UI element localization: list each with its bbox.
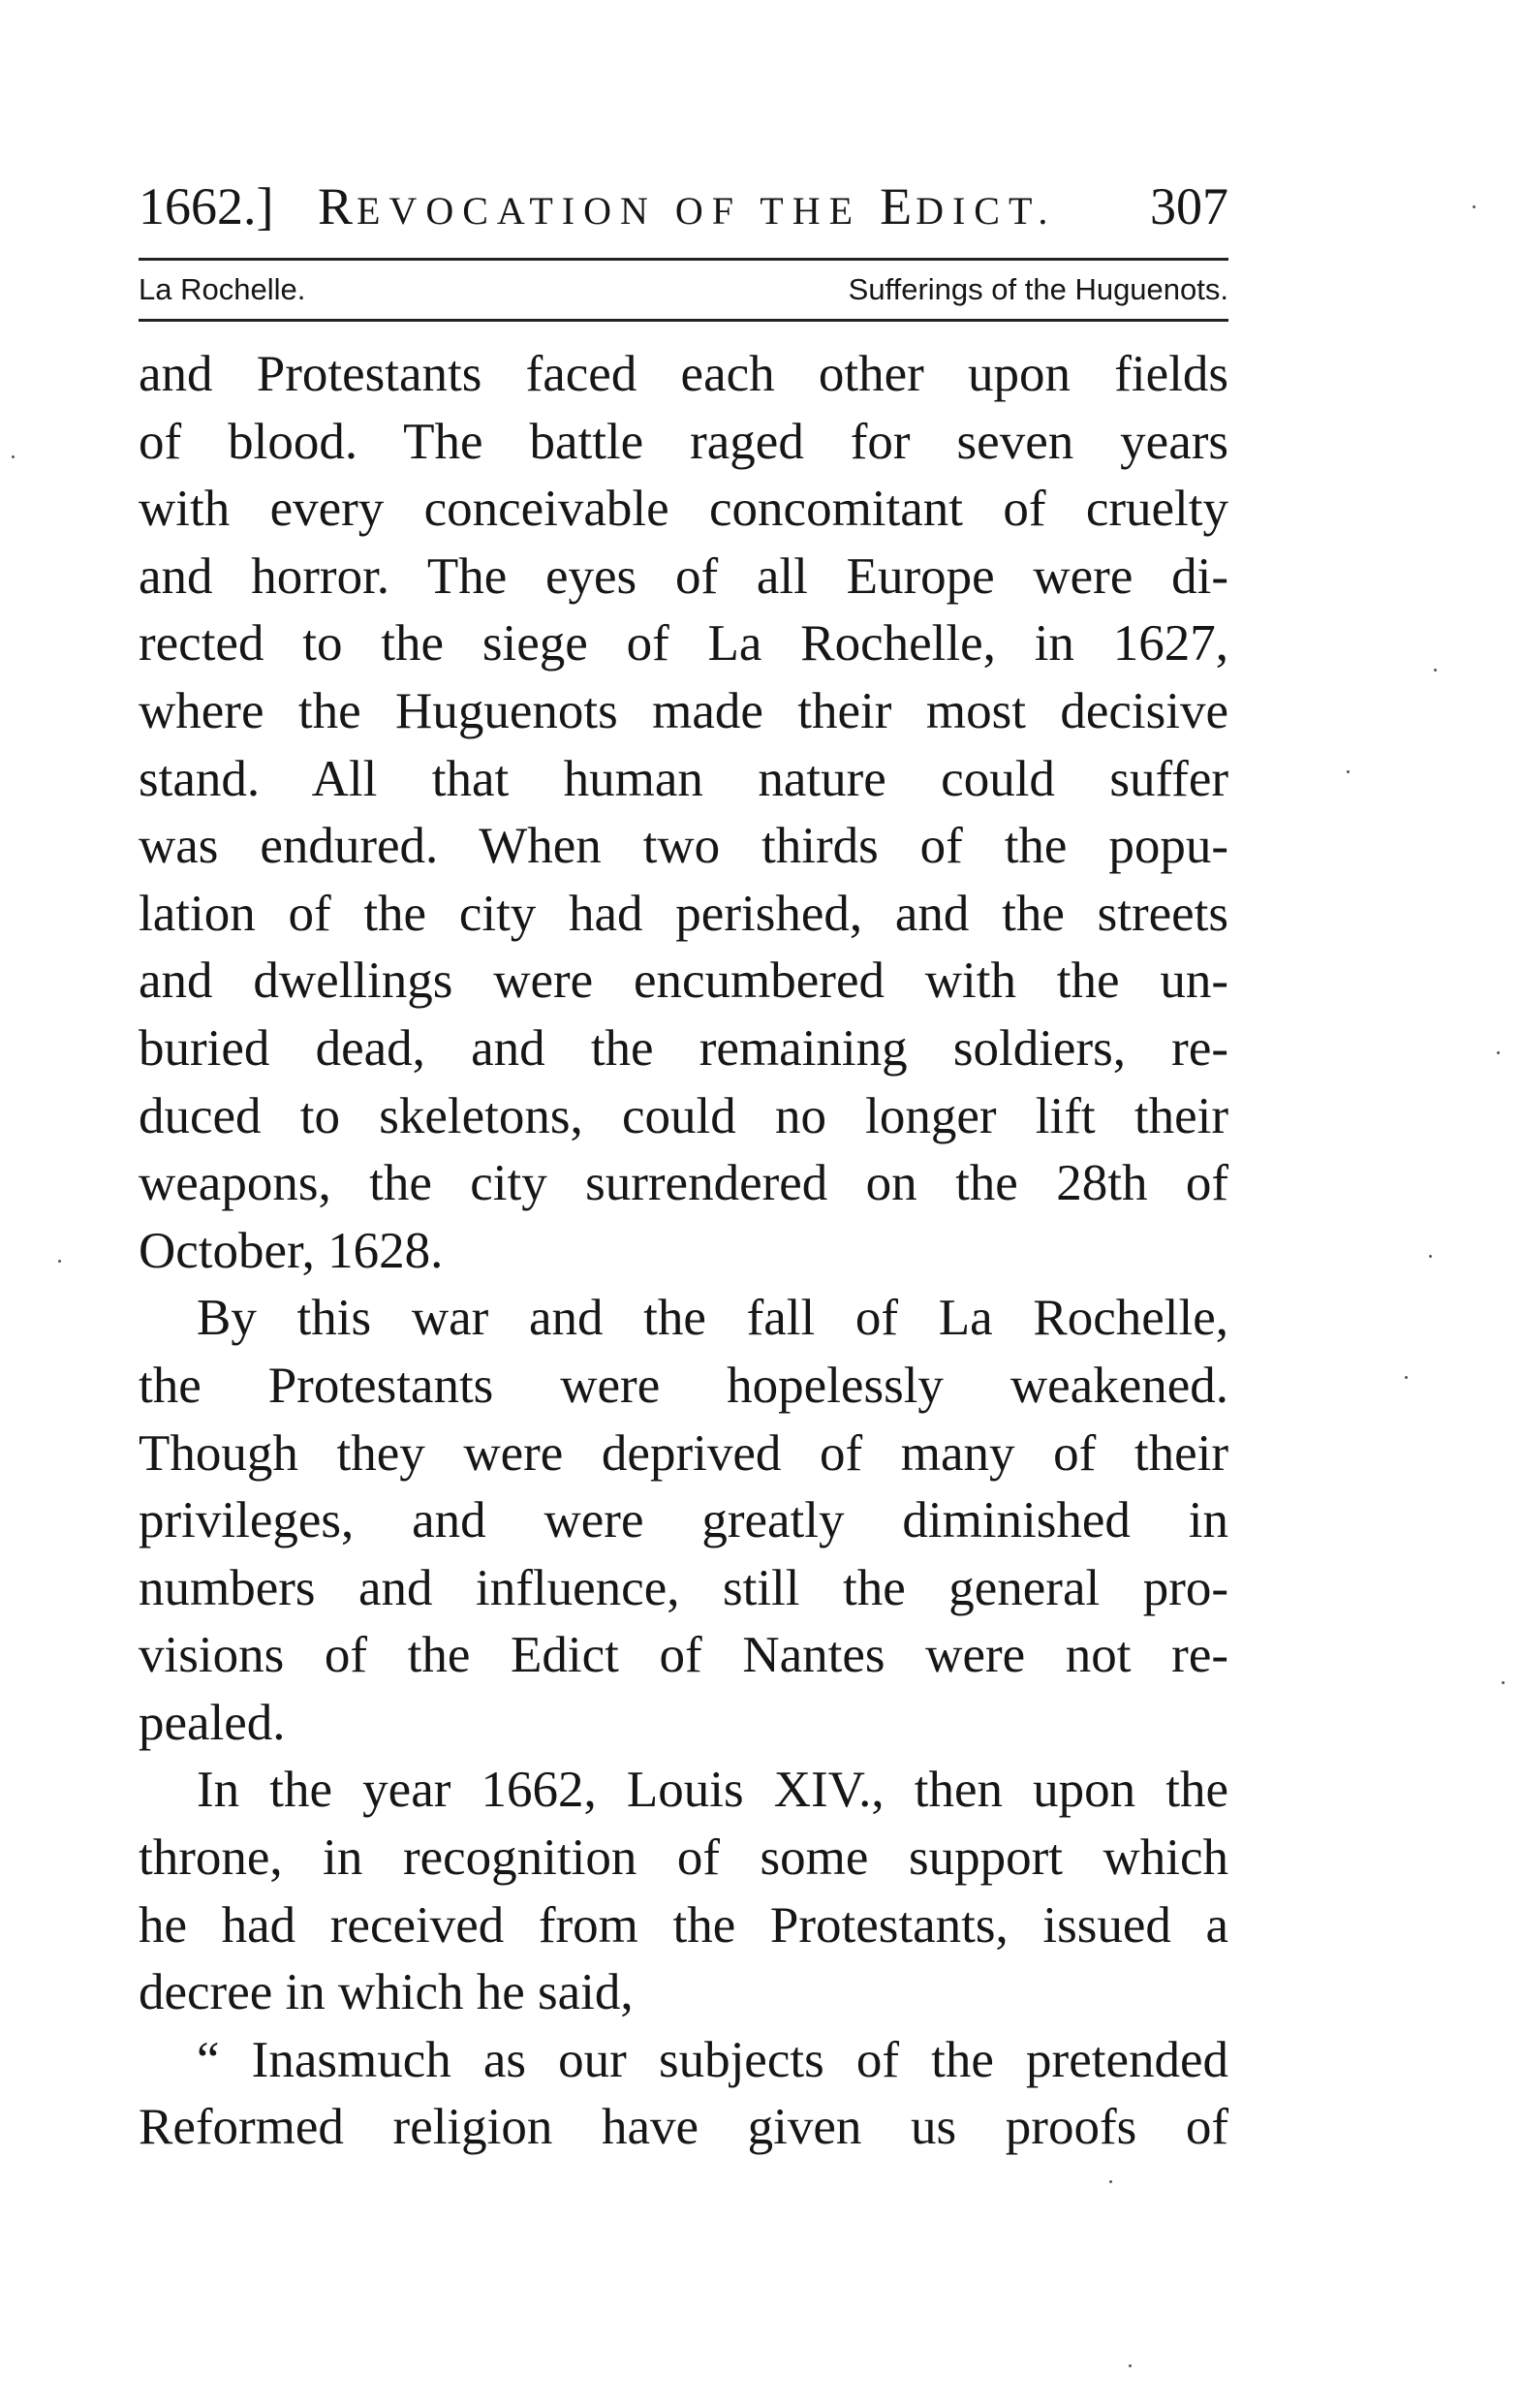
- scan-speck: [1497, 1051, 1500, 1054]
- paragraph-4: [139, 2027, 1228, 2162]
- scan-speck: [1405, 1376, 1408, 1379]
- text-line: lation of the city had perished, and the streets: [139, 885, 1228, 942]
- text-line: and Protestants faced each other upon fields: [139, 346, 1228, 402]
- header-rule-bottom: [139, 319, 1228, 322]
- scan-speck: [1434, 669, 1437, 672]
- subheader-right: Sufferings of the Huguenots.: [848, 272, 1228, 306]
- text-line: pealed.: [139, 1694, 286, 1751]
- header-title-rest2: DICT.: [916, 189, 1057, 233]
- header-year: 1662.]: [139, 177, 274, 235]
- text-line: decree in which he said,: [139, 1964, 634, 2021]
- scan-speck: [12, 455, 15, 458]
- text-line: “ Inasmuch as our subjects of the pretended: [197, 2031, 1228, 2088]
- header-title-rest1: EVOCATION OF THE: [357, 189, 881, 233]
- paragraph-3: [139, 1757, 1228, 2026]
- text-line: In the year 1662, Louis XIV., then upon the: [197, 1762, 1228, 1819]
- header-title-cap1: R: [318, 177, 357, 235]
- text-line: the Protestants were hopelessly weakened.: [139, 1357, 1228, 1414]
- text-line: stand. All that human nature could suffer: [139, 750, 1228, 807]
- text-line: he had received from the Protestants, issued a: [139, 1896, 1228, 1954]
- scan-speck: [1473, 205, 1475, 208]
- text-line: October, 1628.: [139, 1222, 444, 1279]
- scan-speck: [1109, 2180, 1112, 2183]
- text-line: and horror. The eyes of all Europe were di-: [139, 547, 1228, 605]
- text-line: Reformed religion have given us proofs of: [139, 2099, 1228, 2156]
- subheader-left: La Rochelle.: [139, 272, 306, 306]
- scan-speck: [1347, 770, 1350, 773]
- running-head: [139, 172, 1228, 240]
- text-line: with every conceivable concomitant of cruelty: [139, 481, 1228, 538]
- text-line: Though they were deprived of many of their: [139, 1424, 1228, 1482]
- text-line: throne, in recognition of some support which: [139, 1829, 1228, 1887]
- header-title-cap2: E: [880, 177, 916, 235]
- text-line: and dwellings were encumbered with the un-: [139, 953, 1228, 1010]
- paragraph-1: [139, 341, 1228, 1285]
- text-line: duced to skeletons, could no longer lift their: [139, 1087, 1228, 1144]
- page-number: 307: [1150, 177, 1228, 235]
- subheader: [139, 266, 1228, 314]
- paragraph-2: [139, 1285, 1228, 1757]
- scan-speck: [1429, 1255, 1432, 1258]
- scan-speck: [1502, 1681, 1505, 1684]
- body-text: [139, 341, 1228, 2162]
- scan-speck: [1129, 2364, 1132, 2367]
- text-line: buried dead, and the remaining soldiers, re-: [139, 1019, 1228, 1077]
- header-rule-top: [139, 258, 1228, 261]
- text-line: numbers and influence, still the general pro-: [139, 1559, 1228, 1616]
- text-line: privileges, and were greatly diminished in: [139, 1492, 1228, 1549]
- header-title: [318, 172, 1056, 245]
- text-line: where the Huguenots made their most decisive: [139, 682, 1228, 739]
- text-line: of blood. The battle raged for seven years: [139, 413, 1228, 470]
- text-line: weapons, the city surrendered on the 28th of: [139, 1155, 1228, 1212]
- text-line: visions of the Edict of Nantes were not re-: [139, 1627, 1228, 1684]
- text-line: was endured. When two thirds of the popu-: [139, 818, 1228, 875]
- scan-speck: [58, 1260, 61, 1263]
- text-line: rected to the siege of La Rochelle, in 1627,: [139, 615, 1228, 672]
- text-line: By this war and the fall of La Rochelle,: [197, 1290, 1228, 1347]
